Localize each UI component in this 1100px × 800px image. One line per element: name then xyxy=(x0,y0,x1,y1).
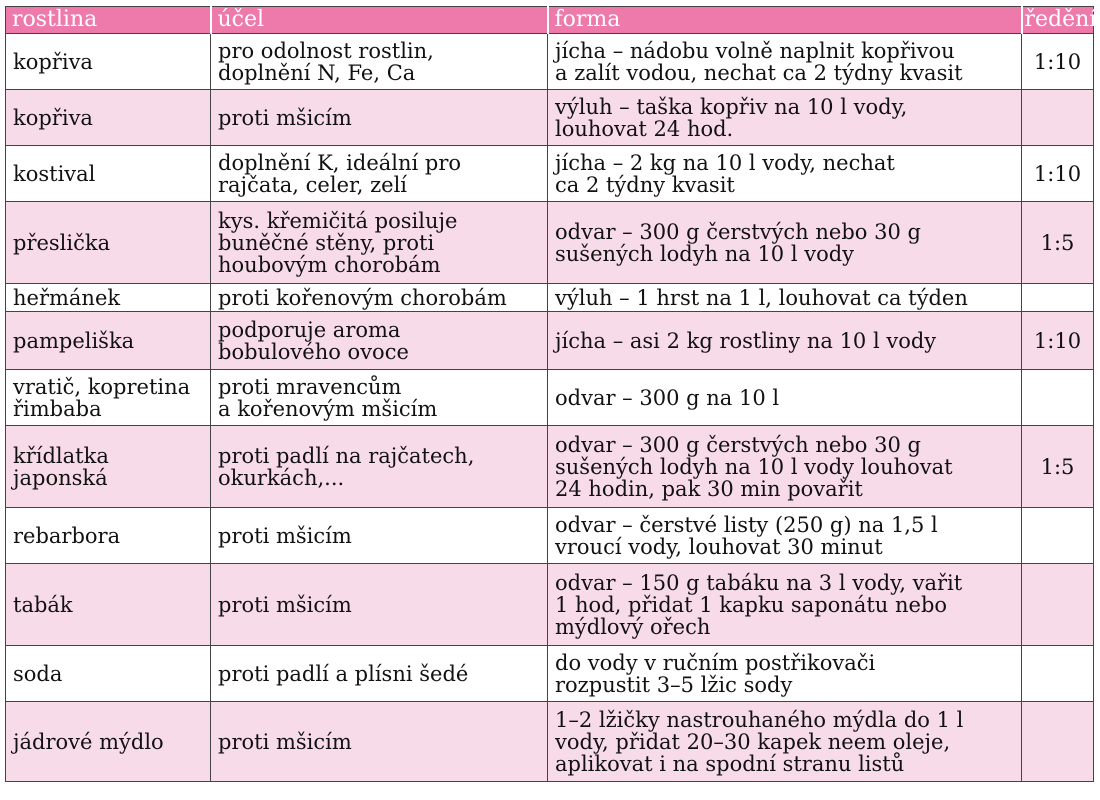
cell-dilution: 1:5 xyxy=(1022,202,1094,284)
table-row xyxy=(6,702,1094,782)
cell-purpose: kys. křemičitá posiluje buněčné stěny, proti houbovým chorobám xyxy=(211,202,548,284)
table-row xyxy=(6,34,1094,90)
header-dilution: ředění xyxy=(1022,7,1094,34)
header-form: forma xyxy=(548,7,1022,34)
cell-purpose: podporuje aroma bobulového ovoce xyxy=(211,312,548,370)
table-header-row xyxy=(6,7,1094,34)
table-row xyxy=(6,508,1094,564)
cell-form: jícha – nádobu volně naplnit kopřivou a zalít vodou, nechat ca 2 týdny kvasit xyxy=(548,34,1022,90)
cell-dilution xyxy=(1022,90,1094,146)
cell-purpose: proti padlí a plísni šedé xyxy=(211,646,548,702)
cell-dilution xyxy=(1022,370,1094,426)
table-row xyxy=(6,284,1094,312)
cell-plant: pampeliška xyxy=(6,312,211,370)
cell-plant: vratič, kopretina řimbaba xyxy=(6,370,211,426)
cell-form: výluh – 1 hrst na 1 l, louhovat ca týden xyxy=(548,284,1022,312)
cell-purpose: proti mšicím xyxy=(211,702,548,782)
cell-purpose: pro odolnost rostlin, doplnění N, Fe, Ca xyxy=(211,34,548,90)
cell-plant: soda xyxy=(6,646,211,702)
cell-form: odvar – 300 g čerstvých nebo 30 g sušených lodyh na 10 l vody louhovat 24 hodin, pak 30 min povařit xyxy=(548,426,1022,508)
cell-form: jícha – asi 2 kg rostliny na 10 l vody xyxy=(548,312,1022,370)
table-row xyxy=(6,90,1094,146)
table-body xyxy=(6,34,1094,782)
cell-dilution: 1:10 xyxy=(1022,34,1094,90)
cell-plant: rebarbora xyxy=(6,508,211,564)
table-row xyxy=(6,312,1094,370)
cell-purpose: proti padlí na rajčatech, okurkách,... xyxy=(211,426,548,508)
cell-dilution xyxy=(1022,284,1094,312)
table-row xyxy=(6,426,1094,508)
cell-plant: kopřiva xyxy=(6,90,211,146)
cell-dilution xyxy=(1022,702,1094,782)
cell-form: jícha – 2 kg na 10 l vody, nechat ca 2 týdny kvasit xyxy=(548,146,1022,202)
cell-purpose: proti kořenovým chorobám xyxy=(211,284,548,312)
cell-dilution xyxy=(1022,646,1094,702)
cell-purpose: proti mšicím xyxy=(211,564,548,646)
cell-plant: jádrové mýdlo xyxy=(6,702,211,782)
cell-purpose: proti mšicím xyxy=(211,90,548,146)
table-row xyxy=(6,646,1094,702)
cell-plant: přeslička xyxy=(6,202,211,284)
cell-purpose: doplnění K, ideální pro rajčata, celer, zelí xyxy=(211,146,548,202)
cell-plant: kopřiva xyxy=(6,34,211,90)
cell-dilution xyxy=(1022,564,1094,646)
plant-preparations-table xyxy=(5,6,1097,782)
cell-form: výluh – taška kopřiv na 10 l vody, louhovat 24 hod. xyxy=(548,90,1022,146)
cell-form: do vody v ručním postřikovači rozpustit 3–5 lžic sody xyxy=(548,646,1022,702)
table-row xyxy=(6,202,1094,284)
cell-purpose: proti mšicím xyxy=(211,508,548,564)
cell-dilution: 1:10 xyxy=(1022,146,1094,202)
table-row xyxy=(6,146,1094,202)
cell-dilution: 1:10 xyxy=(1022,312,1094,370)
cell-plant: heřmánek xyxy=(6,284,211,312)
cell-form: odvar – 300 g čerstvých nebo 30 g sušených lodyh na 10 l vody xyxy=(548,202,1022,284)
cell-purpose: proti mravencům a kořenovým mšicím xyxy=(211,370,548,426)
cell-form: 1–2 lžičky nastrouhaného mýdla do 1 l vody, přidat 20–30 kapek neem oleje, aplikovat i na spodní stranu listů xyxy=(548,702,1022,782)
cell-form: odvar – čerstvé listy (250 g) na 1,5 l vroucí vody, louhovat 30 minut xyxy=(548,508,1022,564)
cell-plant: tabák xyxy=(6,564,211,646)
cell-dilution xyxy=(1022,508,1094,564)
cell-plant: křídlatka japonská xyxy=(6,426,211,508)
cell-form: odvar – 300 g na 10 l xyxy=(548,370,1022,426)
header-plant: rostlina xyxy=(6,7,211,34)
table-row xyxy=(6,564,1094,646)
cell-form: odvar – 150 g tabáku na 3 l vody, vařit 1 hod, přidat 1 kapku saponátu nebo mýdlový ořech xyxy=(548,564,1022,646)
cell-dilution: 1:5 xyxy=(1022,426,1094,508)
table-row xyxy=(6,370,1094,426)
cell-plant: kostival xyxy=(6,146,211,202)
header-purpose: účel xyxy=(211,7,548,34)
